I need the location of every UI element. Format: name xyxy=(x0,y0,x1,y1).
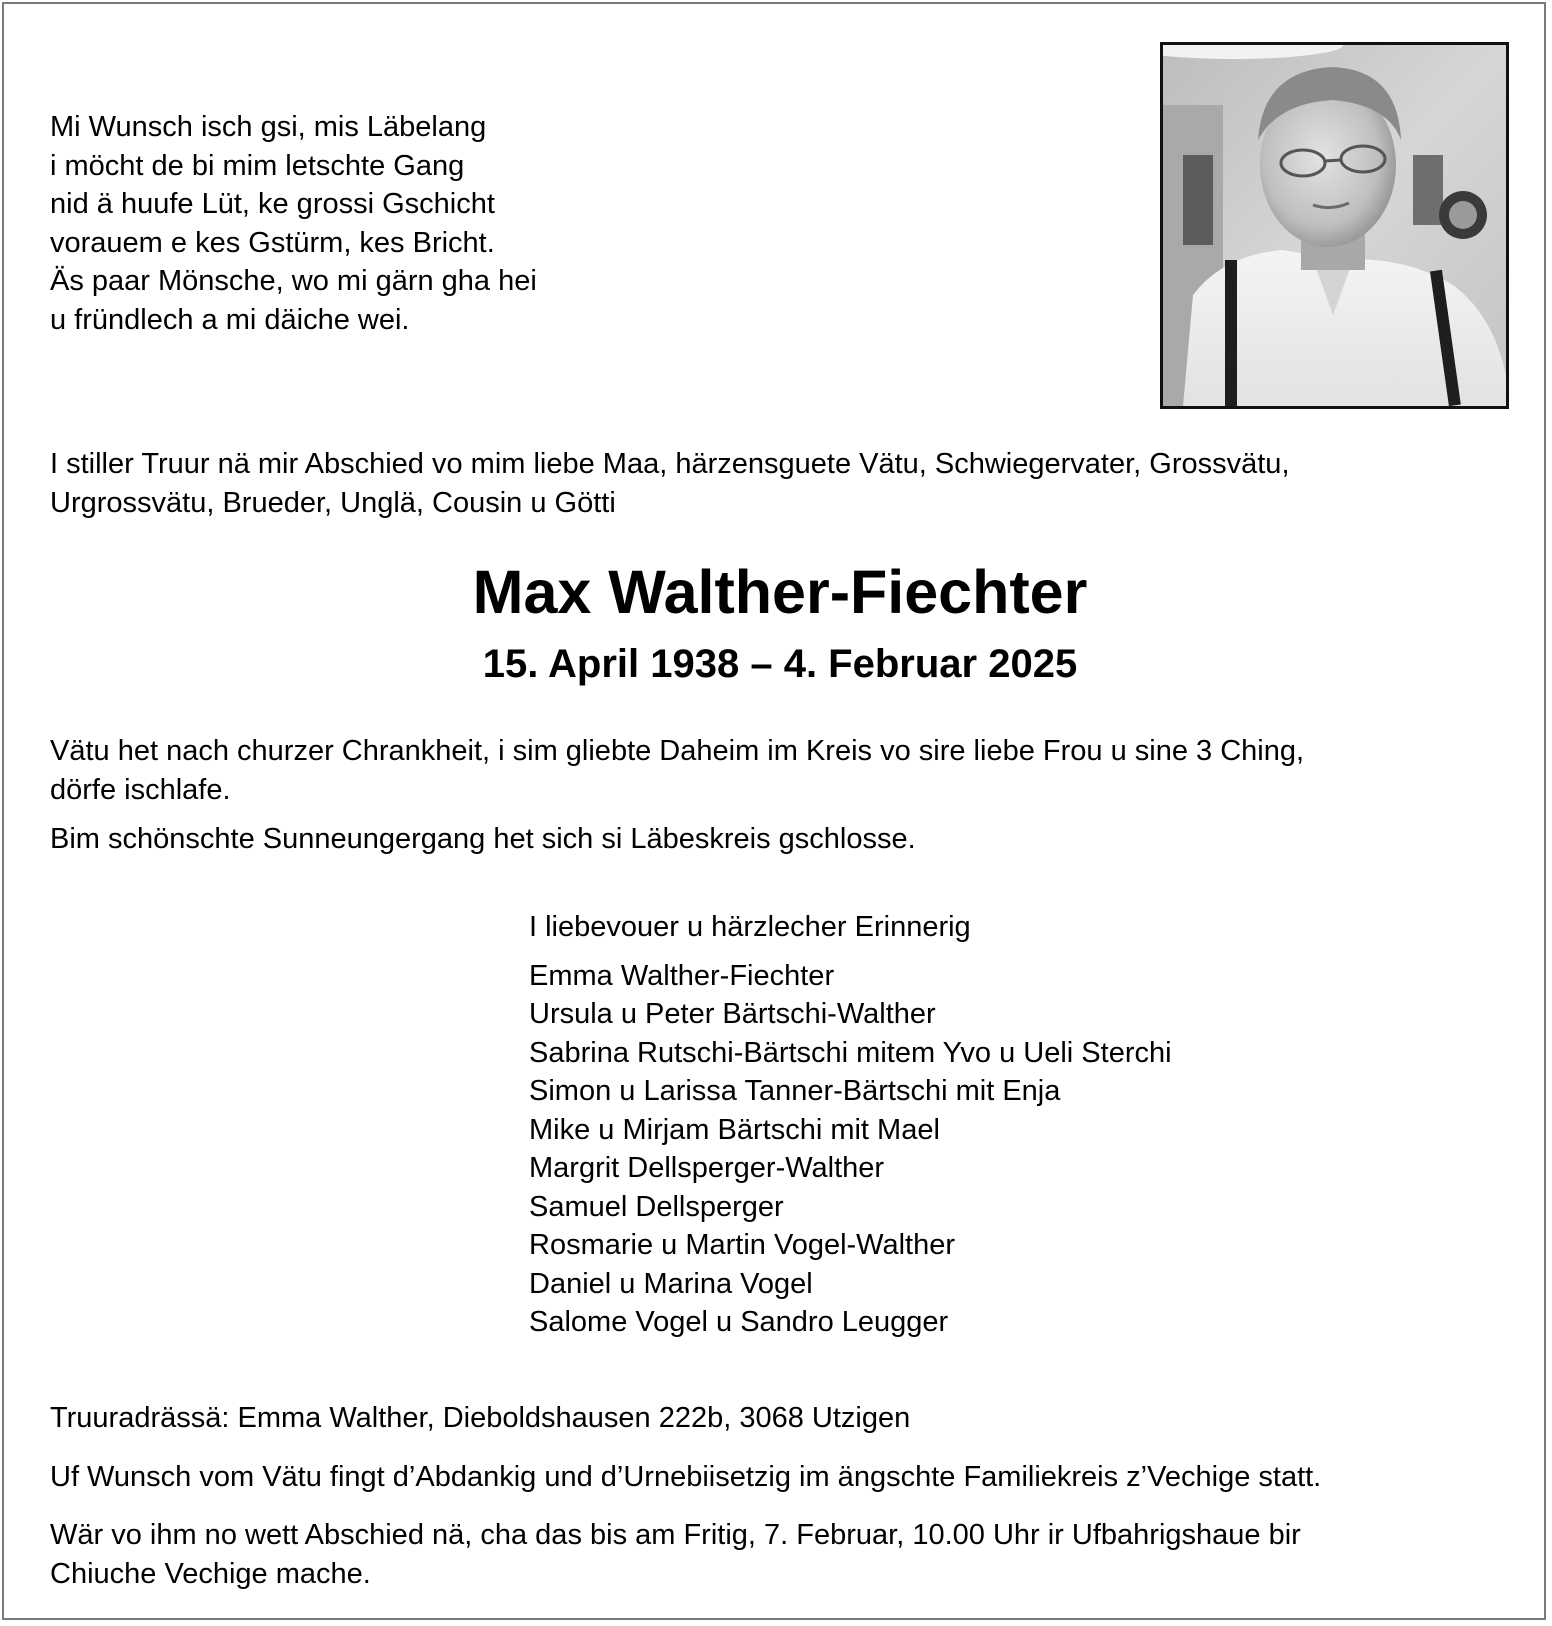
passing-line: Vätu het nach churzer Chrankheit, i sim gliebte Daheim im Kreis vo sire liebe Frou u sine 3 Ching, xyxy=(50,735,1305,767)
poem xyxy=(50,108,750,339)
obituary-notice xyxy=(2,2,1546,1620)
mourner-name: Mike u Mirjam Bärtschi mit Mael xyxy=(529,1113,940,1146)
mourner-name: Daniel u Marina Vogel xyxy=(529,1267,813,1300)
passing-line: dörfe ischlafe. xyxy=(50,773,231,806)
mourning-address: Truuradrässä: Emma Walther, Dieboldshausen 222b, 3068 Utzigen xyxy=(50,1402,911,1434)
life-dates: 15. April 1938 – 4. Februar 2025 xyxy=(482,642,1078,686)
mourners-list xyxy=(529,957,1529,1342)
mourner-name: Simon u Larissa Tanner-Bärtschi mit Enja xyxy=(529,1075,1061,1107)
mourner-name: Margrit Dellsperger-Walther xyxy=(529,1152,885,1184)
poem-line: nid ä huufe Lüt, ke grossi Gschicht xyxy=(50,188,495,220)
farewell-line: Chiuche Vechige mache. xyxy=(50,1557,371,1590)
deceased-name: Max Walther-Fiechter xyxy=(472,558,1088,626)
mourner-name: Sabrina Rutschi-Bärtschi mitem Yvo u Ueli Sterchi xyxy=(529,1036,1172,1069)
mourner-name: Rosmarie u Martin Vogel-Walther xyxy=(529,1229,956,1261)
sunset-text: Bim schönschte Sunneungergang het sich si Läbeskreis gschlosse. xyxy=(50,823,916,855)
ceremony-note: Uf Wunsch vom Vätu fingt d’Abdankig und d’Urnebiisetzig im ängschte Familiekreis z’Vechige statt. xyxy=(50,1461,1322,1493)
farewell-line: Wär vo ihm no wett Abschied nä, cha das bis am Fritig, 7. Februar, 10.00 Uhr ir Ufbahrigshaue bir xyxy=(50,1519,1301,1551)
intro-line: Urgrossvätu, Brueder, Unglä, Cousin u Götti xyxy=(50,486,616,519)
farewell-note xyxy=(50,1516,1510,1593)
portrait-photo-icon xyxy=(1163,45,1506,406)
mourner-name: Ursula u Peter Bärtschi-Walther xyxy=(529,998,936,1030)
poem-line: u fründlech a mi däiche wei. xyxy=(50,303,410,336)
mourner-name: Emma Walther-Fiechter xyxy=(529,959,835,992)
poem-line: Mi Wunsch isch gsi, mis Läbelang xyxy=(50,111,487,143)
poem-line: i möcht de bi mim letschte Gang xyxy=(50,149,465,182)
mourners-heading: I liebevouer u härzlecher Erinnerig xyxy=(529,911,971,943)
intro-line: I stiller Truur nä mir Abschied vo mim liebe Maa, härzensguete Vätu, Schwiegervater, Grossvätu, xyxy=(50,448,1290,480)
poem-line: Äs paar Mönsche, wo mi gärn gha hei xyxy=(50,265,537,297)
intro-text xyxy=(50,445,1510,522)
mourner-name: Samuel Dellsperger xyxy=(529,1190,784,1223)
passing-text xyxy=(50,732,1510,809)
portrait-photo xyxy=(1160,42,1509,409)
mourners-block xyxy=(529,908,1529,1342)
poem-line: vorauem e kes Gstürm, kes Bricht. xyxy=(50,226,495,259)
mourner-name: Salome Vogel u Sandro Leugger xyxy=(529,1306,949,1338)
